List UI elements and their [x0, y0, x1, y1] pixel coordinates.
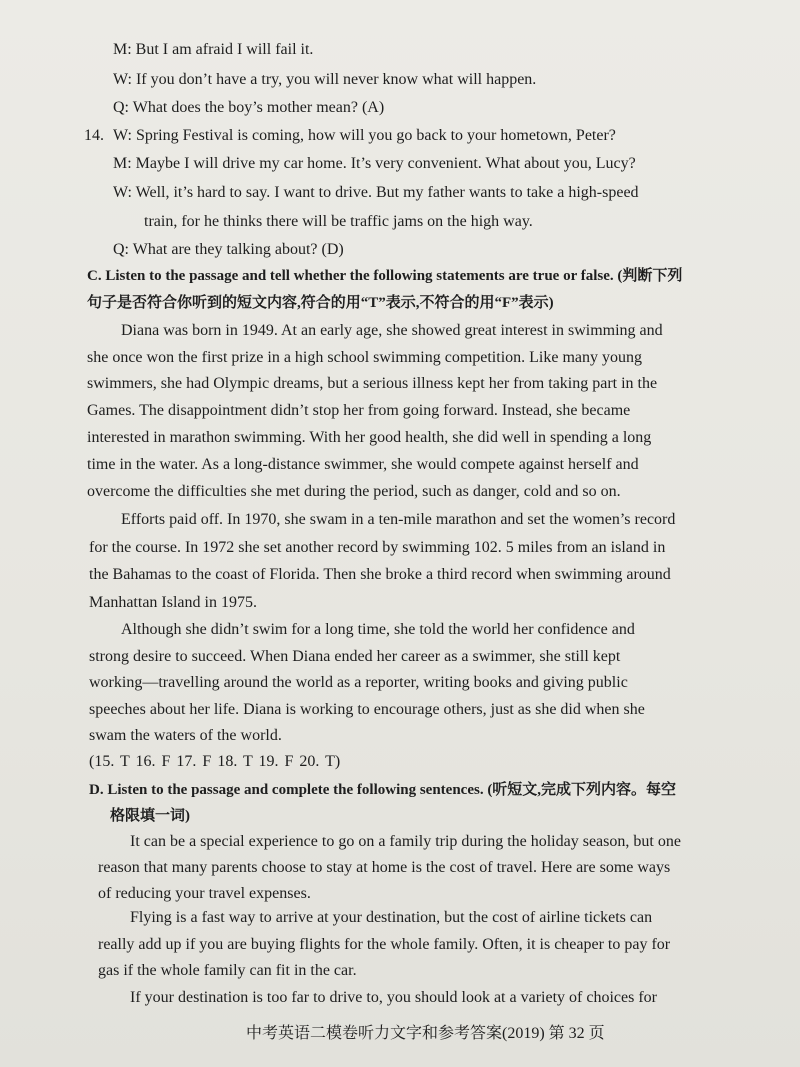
passage-line: Games. The disappointment didn’t stop her from going forward. Instead, she became [87, 402, 631, 419]
passage-line: overcome the difficulties she met during the period, such as danger, cold and so on. [87, 483, 621, 500]
passage-line: gas if the whole family can fit in the car. [98, 962, 357, 979]
dialogue-line: W: If you don’t have a try, you will never know what will happen. [113, 71, 537, 88]
section-d-heading: 格限填一词) [110, 808, 190, 824]
dialogue-line: W: Well, it’s hard to say. I want to drive. But my father wants to take a high-speed [113, 184, 639, 201]
section-c-heading: 句子是否符合你听到的短文内容,符合的用“T”表示,不符合的用“F”表示) [87, 295, 554, 311]
dialogue-line: M: But I am afraid I will fail it. [113, 41, 314, 58]
passage-line: strong desire to succeed. When Diana ended her career as a swimmer, she still kept [89, 648, 621, 665]
passage-line: Diana was born in 1949. At an early age, she showed great interest in swimming and [121, 322, 663, 339]
passage-line: Efforts paid off. In 1970, she swam in a ten-mile marathon and set the women’s record [121, 511, 676, 528]
passage-line: swam the waters of the world. [89, 727, 282, 744]
passage-line: for the course. In 1972 she set another record by swimming 102. 5 miles from an island in [89, 539, 666, 556]
passage-line: the Bahamas to the coast of Florida. Then she broke a third record when swimming around [89, 566, 671, 583]
passage-line: time in the water. As a long-distance swimmer, she would compete against herself and [87, 456, 639, 473]
passage-line: interested in marathon swimming. With her good health, she did well in spending a long [87, 429, 652, 446]
item-number: 14. [84, 127, 104, 144]
passage-line: working—travelling around the world as a reporter, writing books and giving public [89, 674, 628, 691]
answer-key: (15. T 16. F 17. F 18. T 19. F 20. T) [89, 753, 341, 770]
question-line: Q: What does the boy’s mother mean? (A) [113, 99, 385, 116]
passage-line: Flying is a fast way to arrive at your destination, but the cost of airline tickets can [130, 909, 653, 926]
passage-line: If your destination is too far to drive to, you should look at a variety of choices for [130, 989, 657, 1006]
section-c-heading: C. Listen to the passage and tell whether the following statements are true or false. (判断下列 [87, 268, 683, 284]
passage-line: swimmers, she had Olympic dreams, but a serious illness kept her from taking part in the [87, 375, 658, 392]
question-line: Q: What are they talking about? (D) [113, 241, 344, 258]
passage-line: she once won the first prize in a high school swimming competition. Like many young [87, 349, 643, 366]
dialogue-line: M: Maybe I will drive my car home. It’s very convenient. What about you, Lucy? [113, 155, 636, 172]
passage-line: speeches about her life. Diana is working to encourage others, just as she did when she [89, 701, 645, 718]
dialogue-line: W: Spring Festival is coming, how will you go back to your hometown, Peter? [113, 127, 616, 144]
passage-line: of reducing your travel expenses. [98, 885, 311, 902]
passage-line: reason that many parents choose to stay at home is the cost of travel. Here are some ways [98, 859, 671, 876]
passage-line: Although she didn’t swim for a long time, she told the world her confidence and [121, 621, 635, 638]
passage-line: It can be a special experience to go on a family trip during the holiday season, but one [130, 833, 681, 850]
passage-line: Manhattan Island in 1975. [89, 594, 257, 611]
passage-line: really add up if you are buying flights for the whole family. Often, it is cheaper to pay for [98, 936, 671, 953]
page-footer: 中考英语二模卷听力文字和参考答案(2019) 第 32 页 [246, 1025, 605, 1042]
section-d-heading: D. Listen to the passage and complete the following sentences. (听短文,完成下列内容。每空 [89, 782, 677, 798]
dialogue-line: train, for he thinks there will be traffic jams on the high way. [144, 213, 533, 230]
